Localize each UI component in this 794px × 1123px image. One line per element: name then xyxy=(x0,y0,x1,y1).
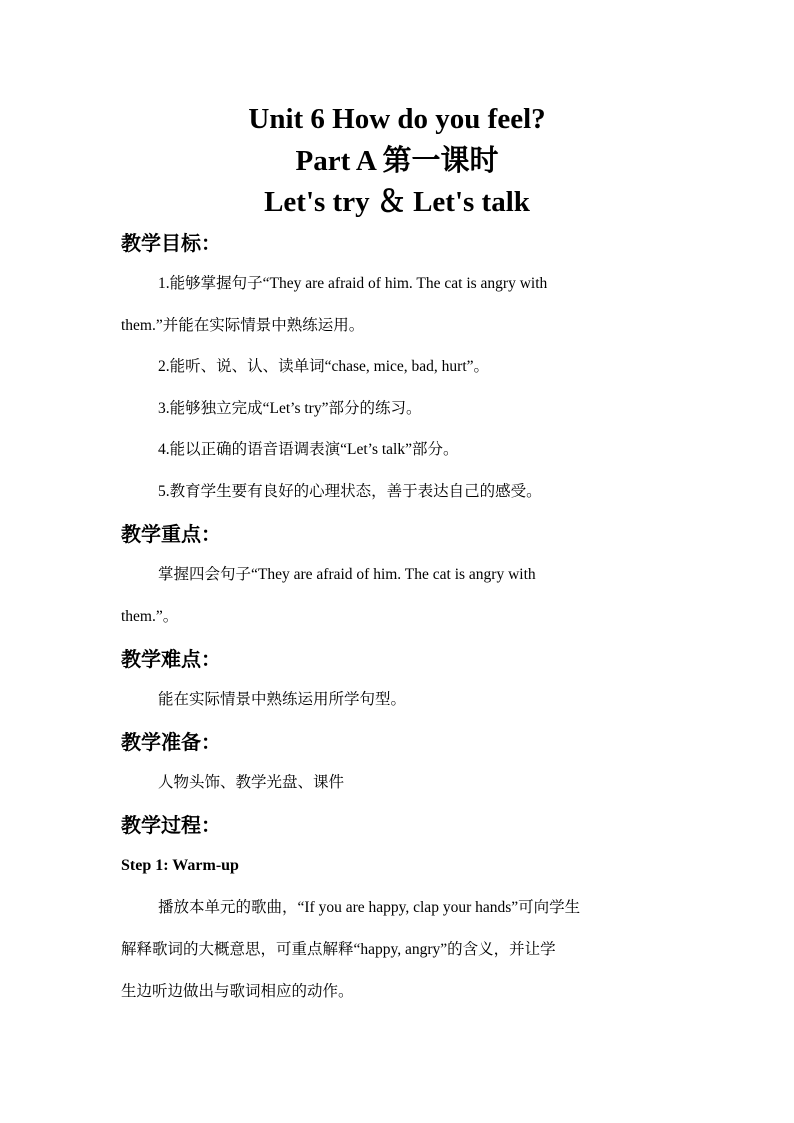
step-1-line-1: 播放本单元的歌曲，“If you are happy, clap your hands”可向学生 xyxy=(158,899,581,916)
step-1-line-2: 解释歌词的大概意思，可重点解释“happy, angry”的含义，并让学 xyxy=(121,941,556,958)
objective-item-1-line-1: 1.能够掌握句子“They are afraid of him. The cat is angry with xyxy=(158,275,548,292)
objective-item-2: 2.能听、说、认、读单词“chase, mice, bad, hurt”。 xyxy=(158,358,490,375)
difficulties-line-1: 能在实际情景中熟练运用所学句型。 xyxy=(158,691,407,708)
objective-item-3: 3.能够独立完成“Let’s try”部分的练习。 xyxy=(158,400,422,417)
objective-item-5: 5.教育学生要有良好的心理状态，善于表达自己的感受。 xyxy=(158,483,542,500)
objective-item-1-line-2: them.”并能在实际情景中熟练运用。 xyxy=(121,317,365,334)
step-1-title: Step 1: Warm-up xyxy=(121,857,239,874)
key-points-heading: 教学重点： xyxy=(121,522,221,546)
preparation-heading: 教学准备： xyxy=(121,730,221,754)
document-subtitle-part: Part A 第一课时 xyxy=(295,145,499,177)
key-points-line-2: them.”。 xyxy=(121,608,179,625)
objectives-heading: 教学目标： xyxy=(121,231,221,255)
objective-item-4: 4.能以正确的语音语调表演“Let’s talk”部分。 xyxy=(158,441,459,458)
document-title: Unit 6 How do you feel? xyxy=(248,103,546,135)
key-points-line-1: 掌握四会句子“They are afraid of him. The cat is angry with xyxy=(158,566,536,583)
document-subtitle-section: Let's try ＆ Let's talk xyxy=(264,186,530,218)
preparation-line-1: 人物头饰、教学光盘、课件 xyxy=(158,774,345,791)
step-1-line-3: 生边听边做出与歌词相应的动作。 xyxy=(121,983,354,1000)
difficulties-heading: 教学难点： xyxy=(121,647,221,671)
process-heading: 教学过程： xyxy=(121,813,221,837)
